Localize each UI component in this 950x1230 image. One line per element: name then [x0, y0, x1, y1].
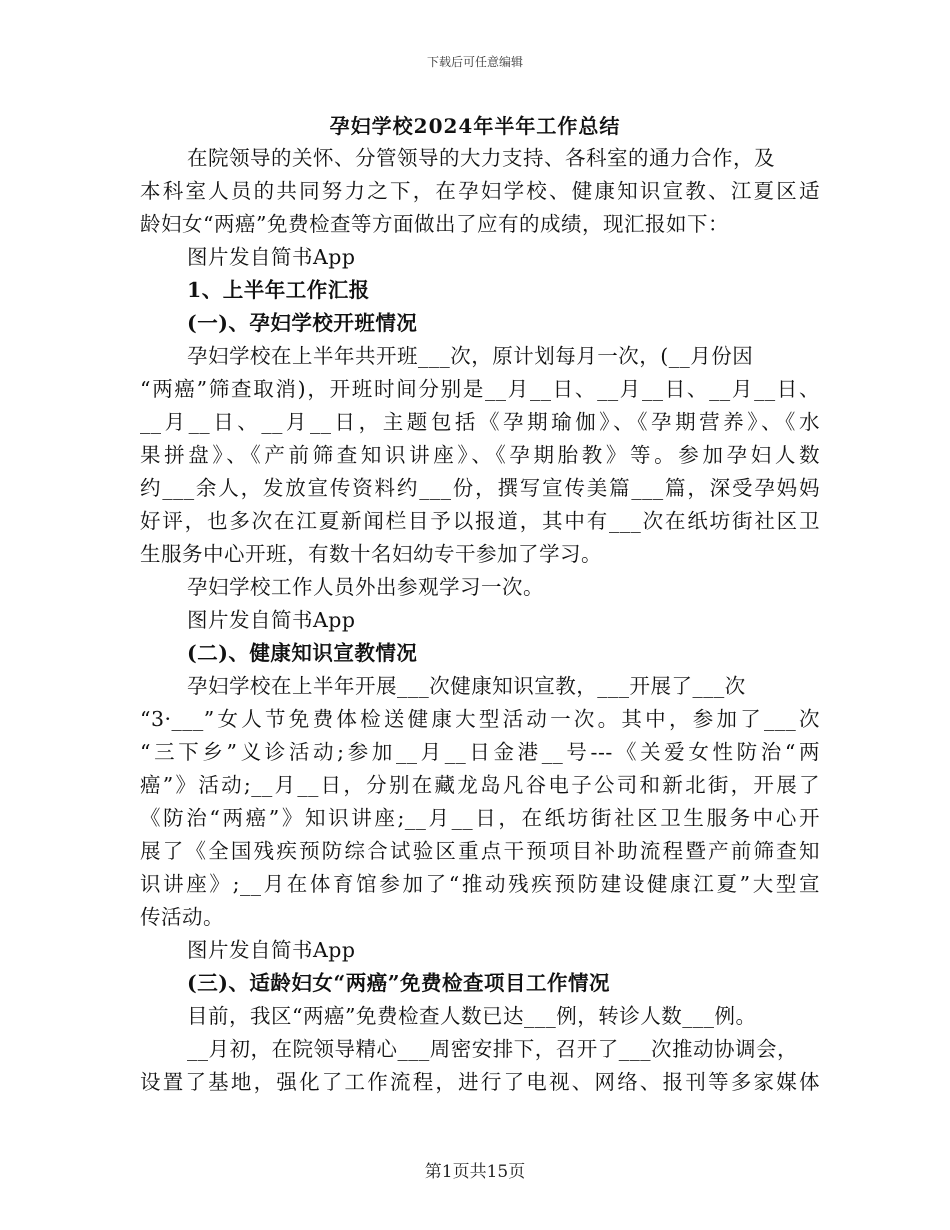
- paragraph-line: __月__日、__月__日，主题包括《孕期瑜伽》、《孕期营养》、《水: [140, 410, 820, 434]
- paragraph-line: “3·___”女人节免费体检送健康大型活动一次。其中，参加了___次: [140, 707, 820, 731]
- paragraph-line: 目前，我区“两癌”免费检查人数已达___例，转诊人数___例。: [187, 1004, 757, 1028]
- paragraph-line: 好评，也多次在江夏新闻栏目予以报道，其中有___次在纸坊街社区卫: [140, 509, 820, 533]
- subsection-heading: (一)、孕妇学校开班情况: [187, 311, 418, 335]
- paragraph-line: 孕妇学校工作人员外出参观学习一次。: [187, 575, 544, 599]
- document-title: 孕妇学校2024年半年工作总结: [329, 114, 621, 138]
- paragraph-line: 约___余人，发放宣传资料约___份，撰写宣传美篇___篇，深受孕妈妈: [140, 476, 820, 500]
- document-body: [140, 142, 820, 1099]
- paragraph-line: 在院领导的关怀、分管领导的大力支持、各科室的通力合作，及: [187, 146, 775, 170]
- page-footer: 第1页共15页: [424, 1162, 526, 1182]
- paragraph-line: 设置了基地，强化了工作流程，进行了电视、网络、报刊等多家媒体: [140, 1070, 820, 1094]
- paragraph-line: 《防治“两癌”》知识讲座;__月__日，在纸坊街社区卫生服务中心开: [140, 806, 820, 830]
- paragraph-line: 孕妇学校在上半年共开班___次，原计划每月一次，(__月份因: [187, 344, 754, 368]
- paragraph-line: “两癌”筛查取消)，开班时间分别是__月__日、__月__日、__月__日、: [140, 377, 820, 401]
- image-caption: 图片发自简书App: [187, 608, 356, 632]
- paragraph-line: 识讲座》;__月在体育馆参加了“推动残疾预防建设健康江夏”大型宣: [140, 872, 820, 896]
- subsection-heading: (二)、健康知识宣教情况: [187, 641, 418, 665]
- image-caption: 图片发自简书App: [187, 938, 356, 962]
- paragraph-line: __月初，在院领导精心___周密安排下，召开了___次推动协调会，: [187, 1037, 798, 1061]
- paragraph-line: 孕妇学校在上半年开展___次健康知识宣教，___开展了___次: [187, 674, 746, 698]
- page-header: 下载后可任意编辑: [426, 55, 523, 69]
- paragraph-line: “三下乡”义诊活动;参加__月__日金港__号---《关爱女性防治“两: [140, 740, 820, 764]
- subsection-heading: (三)、适龄妇女“两癌”免费检查项目工作情况: [187, 971, 610, 995]
- paragraph-line: 生服务中心开班，有数十名妇幼专干参加了学习。: [140, 542, 602, 566]
- paragraph-line: 本科室人员的共同努力之下，在孕妇学校、健康知识宣教、江夏区适: [140, 179, 820, 203]
- paragraph-line: 癌”》活动;__月__日，分别在藏龙岛凡谷电子公司和新北街，开展了: [140, 773, 820, 797]
- image-caption: 图片发自简书App: [187, 245, 356, 269]
- section-heading: 1、上半年工作汇报: [187, 278, 370, 302]
- paragraph-line: 果拼盘》、《产前筛查知识讲座》、《孕期胎教》等。参加孕妇人数: [140, 443, 820, 467]
- paragraph-line: 龄妇女“两癌”免费检查等方面做出了应有的成绩，现汇报如下：: [140, 212, 729, 236]
- paragraph-line: 展了《全国残疾预防综合试验区重点干预项目补助流程暨产前筛查知: [140, 839, 820, 863]
- paragraph-line: 传活动。: [140, 905, 224, 929]
